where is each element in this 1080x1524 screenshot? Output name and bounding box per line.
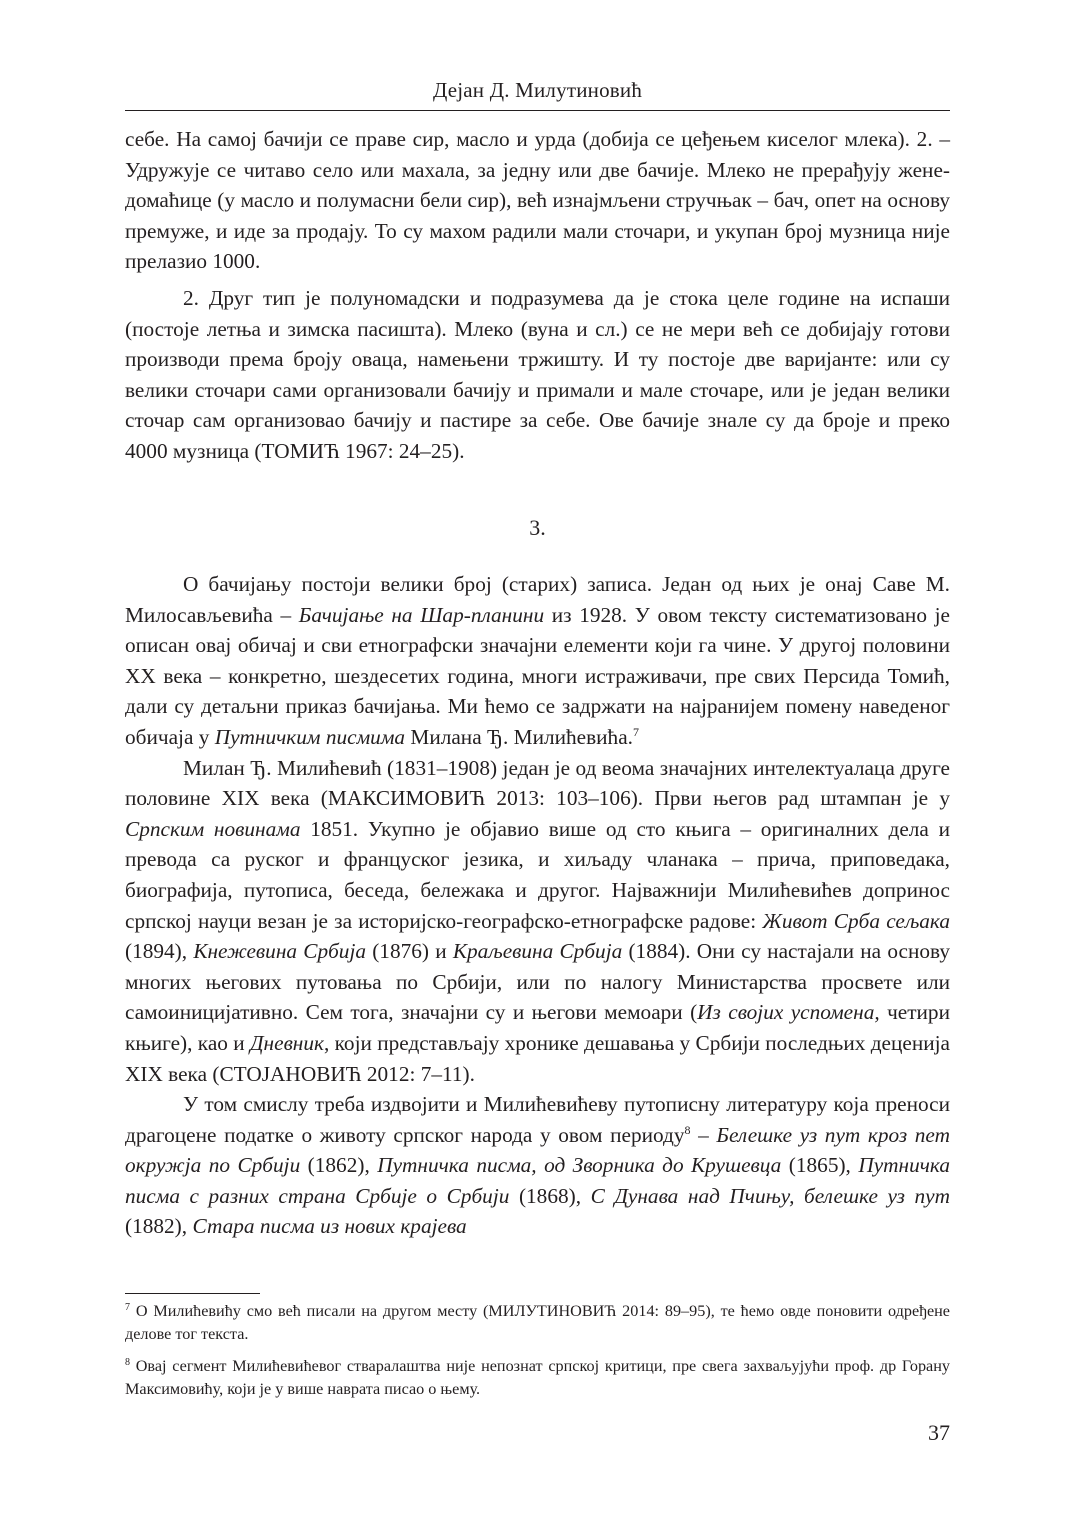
text-run: (1876) и <box>366 939 453 964</box>
text-run: У том смислу треба издвојити и Милићевићеву путописну литературу која преноси драгоцене податке о животу српског народа у овом периоду <box>125 1092 950 1147</box>
italic-title: Живот Срба сељака <box>762 908 951 933</box>
text-run: из 1928. У овом тексту систематизовано је описан овај обичај и сви етнографски значајни елементи који га чине. У другој половини XX века – конкретно, шездесетих година, многи истраживачи, пре свих Персида Томић, дали су детаљни приказ бачијања. Ми ћемо се задржати на најранијем помену наведеног обичаја у <box>125 602 950 749</box>
text-run: (1862), <box>300 1153 378 1178</box>
paragraph: себе. На самој бачији се праве сир, масло и урда (добија се цеђењем киселог млека). 2. – Удружује се читаво село или махала, за једну или две бачије. Млеко не прерађују жене-домаћице (у масло и полумасни бели сир), већ изнајмљени стручњак – бач, опет на основу премуже, и иде за продају. То су махом радили мали сточари, и укупан број музница није прелазио 1000. <box>125 127 950 274</box>
text-block-continued <box>125 124 950 277</box>
header-rule <box>125 110 950 111</box>
italic-title: Краљевина Србија <box>452 939 623 964</box>
text-run: О бачијању постоји велики број (старих) записа. Један од њих је онај Саве М. Милосављевића – <box>125 572 950 627</box>
text-run: Милан Ђ. Милићевић (1831–1908) један је од веома значајних интелектуалаца друге половине XIX века (МАКСИМОВИЋ 2013: 103–106). Први његов рад штампан је у <box>125 755 950 811</box>
text-block-type-two <box>125 283 950 467</box>
text-run: (1884). Они су настајали на основу многих његових путовања по Србији, или по налогу Министарства просвете или самоиницијативно. Сем тога, значајни су и његови мемоари ( <box>125 939 950 1025</box>
paragraph <box>125 1089 950 1242</box>
italic-title: Дневник <box>250 1030 324 1055</box>
footnote-7 <box>125 1300 950 1346</box>
text-run: (1865), <box>781 1153 859 1178</box>
text-run: четири књиге), као и <box>125 1000 950 1055</box>
paragraph: 2. Друг тип је полуномадски и подразумева да је стока целе године на испаши (постоје летња и зимска пасишта). Млеко (вуна и сл.) се не мери већ се добијају готови производи према броју оваца, намењени тржишту. И ту постоје две варијанте: или су велики сточари сами организовали бачију и примали и мале сточаре, или је један велики сточар сам организовао бачију и пастире за себе. Ове бачије знале су да броје и преко 4000 музница (ТОМИЋ 1967: 24–25). <box>125 286 950 463</box>
italic-title: Из својих успомена, <box>697 1000 880 1025</box>
italic-title: Путничка писма с разних страна Србије о Србији <box>125 1153 950 1208</box>
footnote-separator <box>125 1293 260 1294</box>
running-head-author: Дејан Д. Милутиновић <box>432 78 643 102</box>
italic-title: С Дунава над Пчињу, белешке уз пут <box>590 1183 950 1208</box>
footnote-marker[interactable]: 7 <box>632 724 639 739</box>
italic-title: Бачијање на Шар-планини <box>298 602 545 627</box>
text-run: (1882), <box>125 1214 193 1239</box>
text-run: – <box>690 1122 717 1147</box>
italic-title: Српским новинама <box>125 816 301 841</box>
section-heading: 3. <box>529 515 546 540</box>
text-run: (1868), <box>509 1183 591 1208</box>
paragraph <box>125 569 950 753</box>
footnote-8 <box>125 1355 950 1401</box>
page-number: 37 <box>928 1420 950 1445</box>
footnote-number: 7 <box>125 1302 130 1313</box>
footnote-text: Овај сегмент Милићевићевог стваралаштва није непознат српској критици, пре свега захваљујући проф. др Горану Максимовићу, који је у више наврата писао о њему. <box>125 1357 950 1398</box>
text-run: 1851. Укупно је објавио више од сто књига – оригиналних дела и превода са руског и француског језика, и хиљаду чланака – прича, приповедака, биографија, путописа, беседа, бележака и другог. Најважнији Милићевићев допринос српској науци везан је за историјско-географско-етнографске радове: <box>125 816 950 933</box>
footnote-number: 8 <box>125 1357 130 1368</box>
italic-title: Кнежевина Србија <box>193 939 367 964</box>
italic-title: Стара писма из нових крајева <box>192 1214 467 1239</box>
text-block-section-3 <box>125 569 950 1242</box>
footnote-text: О Милићевићу смо већ писали на другом месту (МИЛУТИНОВИЋ 2014: 89–95), те ћемо овде поновити одређене делове тог текста. <box>125 1302 950 1343</box>
footnote-marker[interactable]: 8 <box>684 1122 691 1137</box>
text-run: Милана Ђ. Милићевића. <box>405 724 633 749</box>
footnotes <box>125 1300 950 1410</box>
italic-title: Путничка писма, од Зворника до Крушевца <box>377 1153 782 1178</box>
italic-title: Белешке уз пут кроз пет окружја по Србији <box>125 1122 950 1178</box>
italic-title: Путничким писмима <box>214 724 406 749</box>
paragraph <box>125 753 950 1090</box>
text-run: (1894), <box>125 939 194 964</box>
text-run: , који представљају хронике дешавања у Србији последњих деценија XIX века (СТОЈАНОВИЋ 2012: 7–11). <box>125 1030 950 1086</box>
